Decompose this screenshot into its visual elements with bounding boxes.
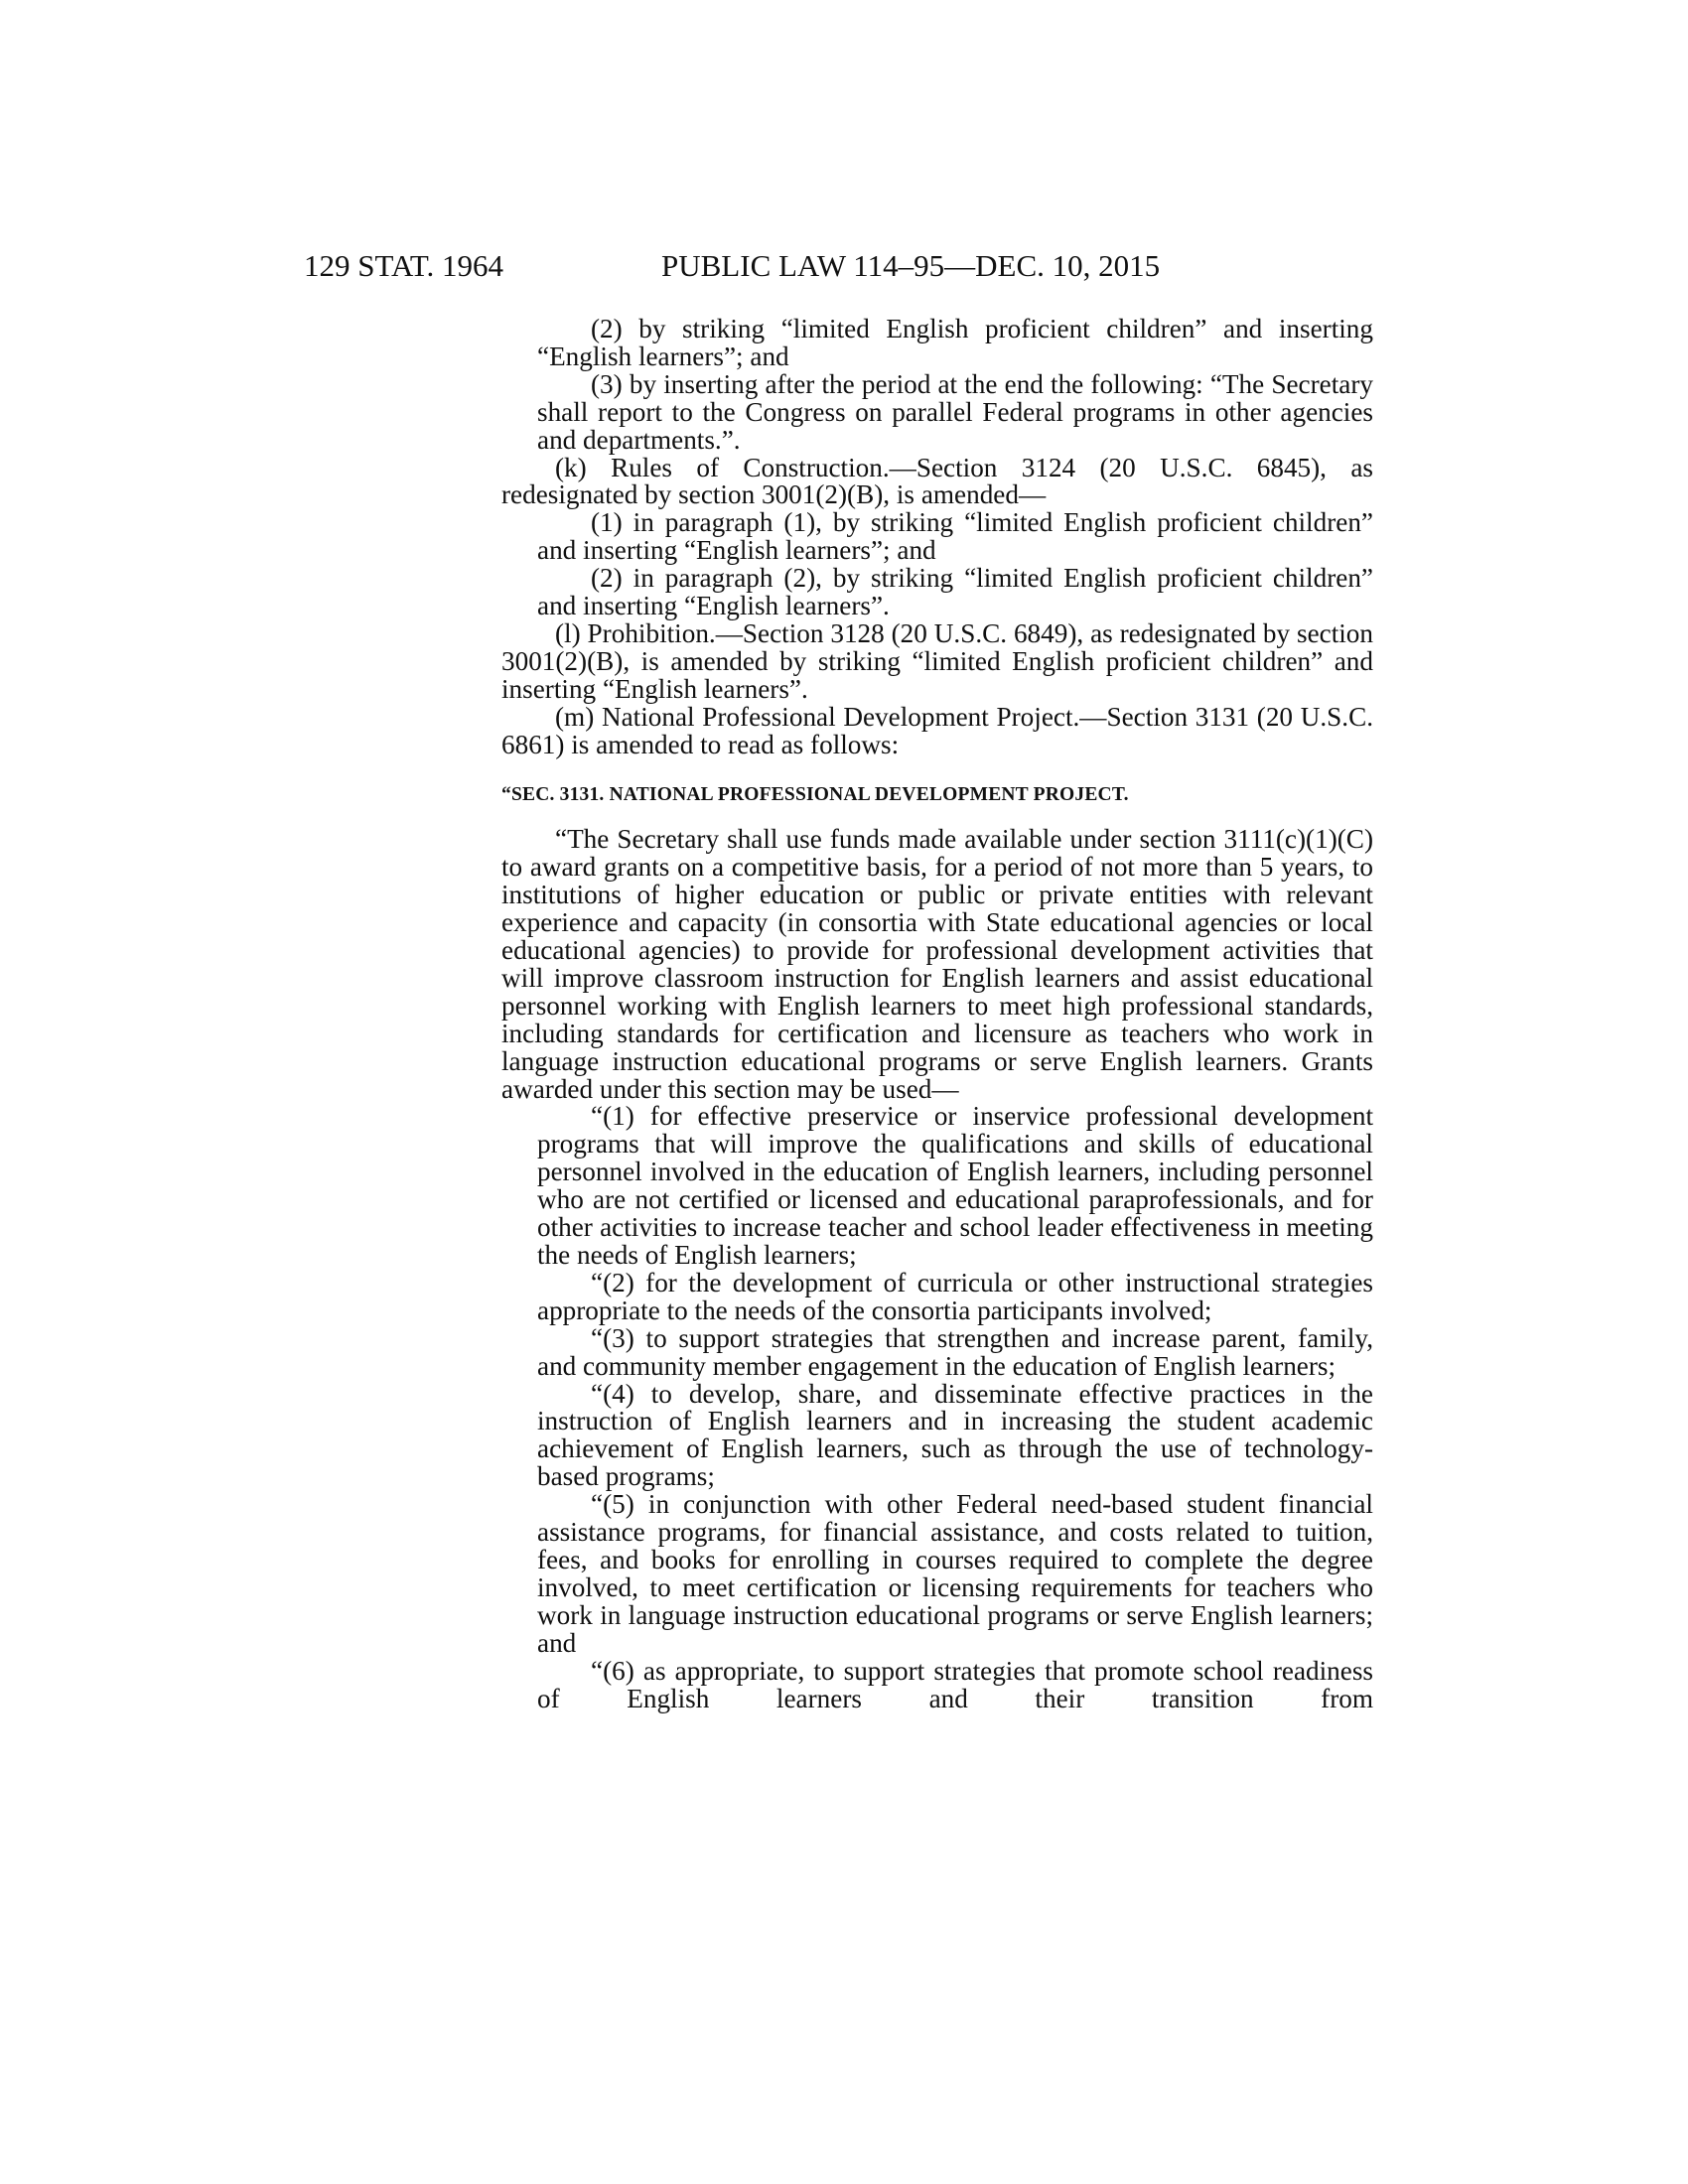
paragraph: “(6) as appropriate, to support strategies that promote school readiness of English learners and their transition from: [537, 1655, 1373, 1713]
paragraph: “(3) to support strategies that strengthen and increase parent, family, and community member engagement in the education of English learners;: [537, 1322, 1373, 1381]
section-heading: “SEC. 3131. NATIONAL PROFESSIONAL DEVELOPMENT PROJECT.: [501, 783, 1129, 805]
paragraph: (l) Prohibition.—Section 3128 (20 U.S.C. 6849), as redesignated by section 3001(2)(B), is amended by striking “limited English proficient children” and inserting “English learners”.: [501, 617, 1373, 704]
paragraph: (k) Rules of Construction.—Section 3124 (20 U.S.C. 6845), as redesignated by section 3001(2)(B), is amended—: [501, 452, 1373, 510]
paragraph: “(1) for effective preservice or inservice professional development programs that will improve the qualifications and skills of educational personnel involved in the education of English learners, including personnel who are not certified or licensed and educational paraprofessionals, and for other activities to increase teacher and school leader effectiveness in meeting the needs of English learners;: [537, 1101, 1373, 1270]
paragraph: “(4) to develop, share, and disseminate effective practices in the instruction of English learners and in increasing the student academic achievement of English learners, such as through the use of technology-based programs;: [537, 1378, 1373, 1492]
page-header: [304, 248, 1406, 288]
paragraph: “(5) in conjunction with other Federal need-based student financial assistance programs, for financial assistance, and costs related to tuition, fees, and books for enrolling in courses required to complete the degree involved, to meet certification or licensing requirements for teachers who work in language instruction educational programs or serve English learners; and: [537, 1489, 1373, 1658]
running-head: PUBLIC LAW 114–95—DEC. 10, 2015: [661, 248, 1161, 283]
statute-page-number: 129 STAT. 1964: [304, 248, 504, 283]
paragraph: (1) in paragraph (1), by striking “limited English proficient children” and inserting “English learners”; and: [537, 507, 1373, 566]
paragraph: (2) in paragraph (2), by striking “limited English proficient children” and inserting “English learners”.: [537, 563, 1373, 621]
paragraph: “The Secretary shall use funds made available under section 3111(c)(1)(C) to award grants on a competitive basis, for a period of not more than 5 years, to institutions of higher education or public or private entities with relevant experience and capacity (in consortia with State educational agencies or local educational agencies) to provide for professional development activities that will improve classroom instruction for English learners and assist educational personnel working with English learners to meet high professional standards, including standards for certification and licensure as teachers who work in language instruction educational programs or serve English learners. Grants awarded under this section may be used—: [501, 824, 1373, 1104]
paragraph: “(2) for the development of curricula or other instructional strategies appropriate to the needs of the consortia participants involved;: [537, 1267, 1373, 1325]
document-body: [501, 316, 1373, 1712]
paragraph: (3) by inserting after the period at the end the following: “The Secretary shall report to the Congress on parallel Federal programs in other agencies and departments.”.: [537, 368, 1373, 455]
paragraph: (2) by striking “limited English proficient children” and inserting “English learners”; and: [537, 314, 1373, 371]
paragraph: (m) National Professional Development Project.—Section 3131 (20 U.S.C. 6861) is amended to read as follows:: [501, 701, 1373, 759]
